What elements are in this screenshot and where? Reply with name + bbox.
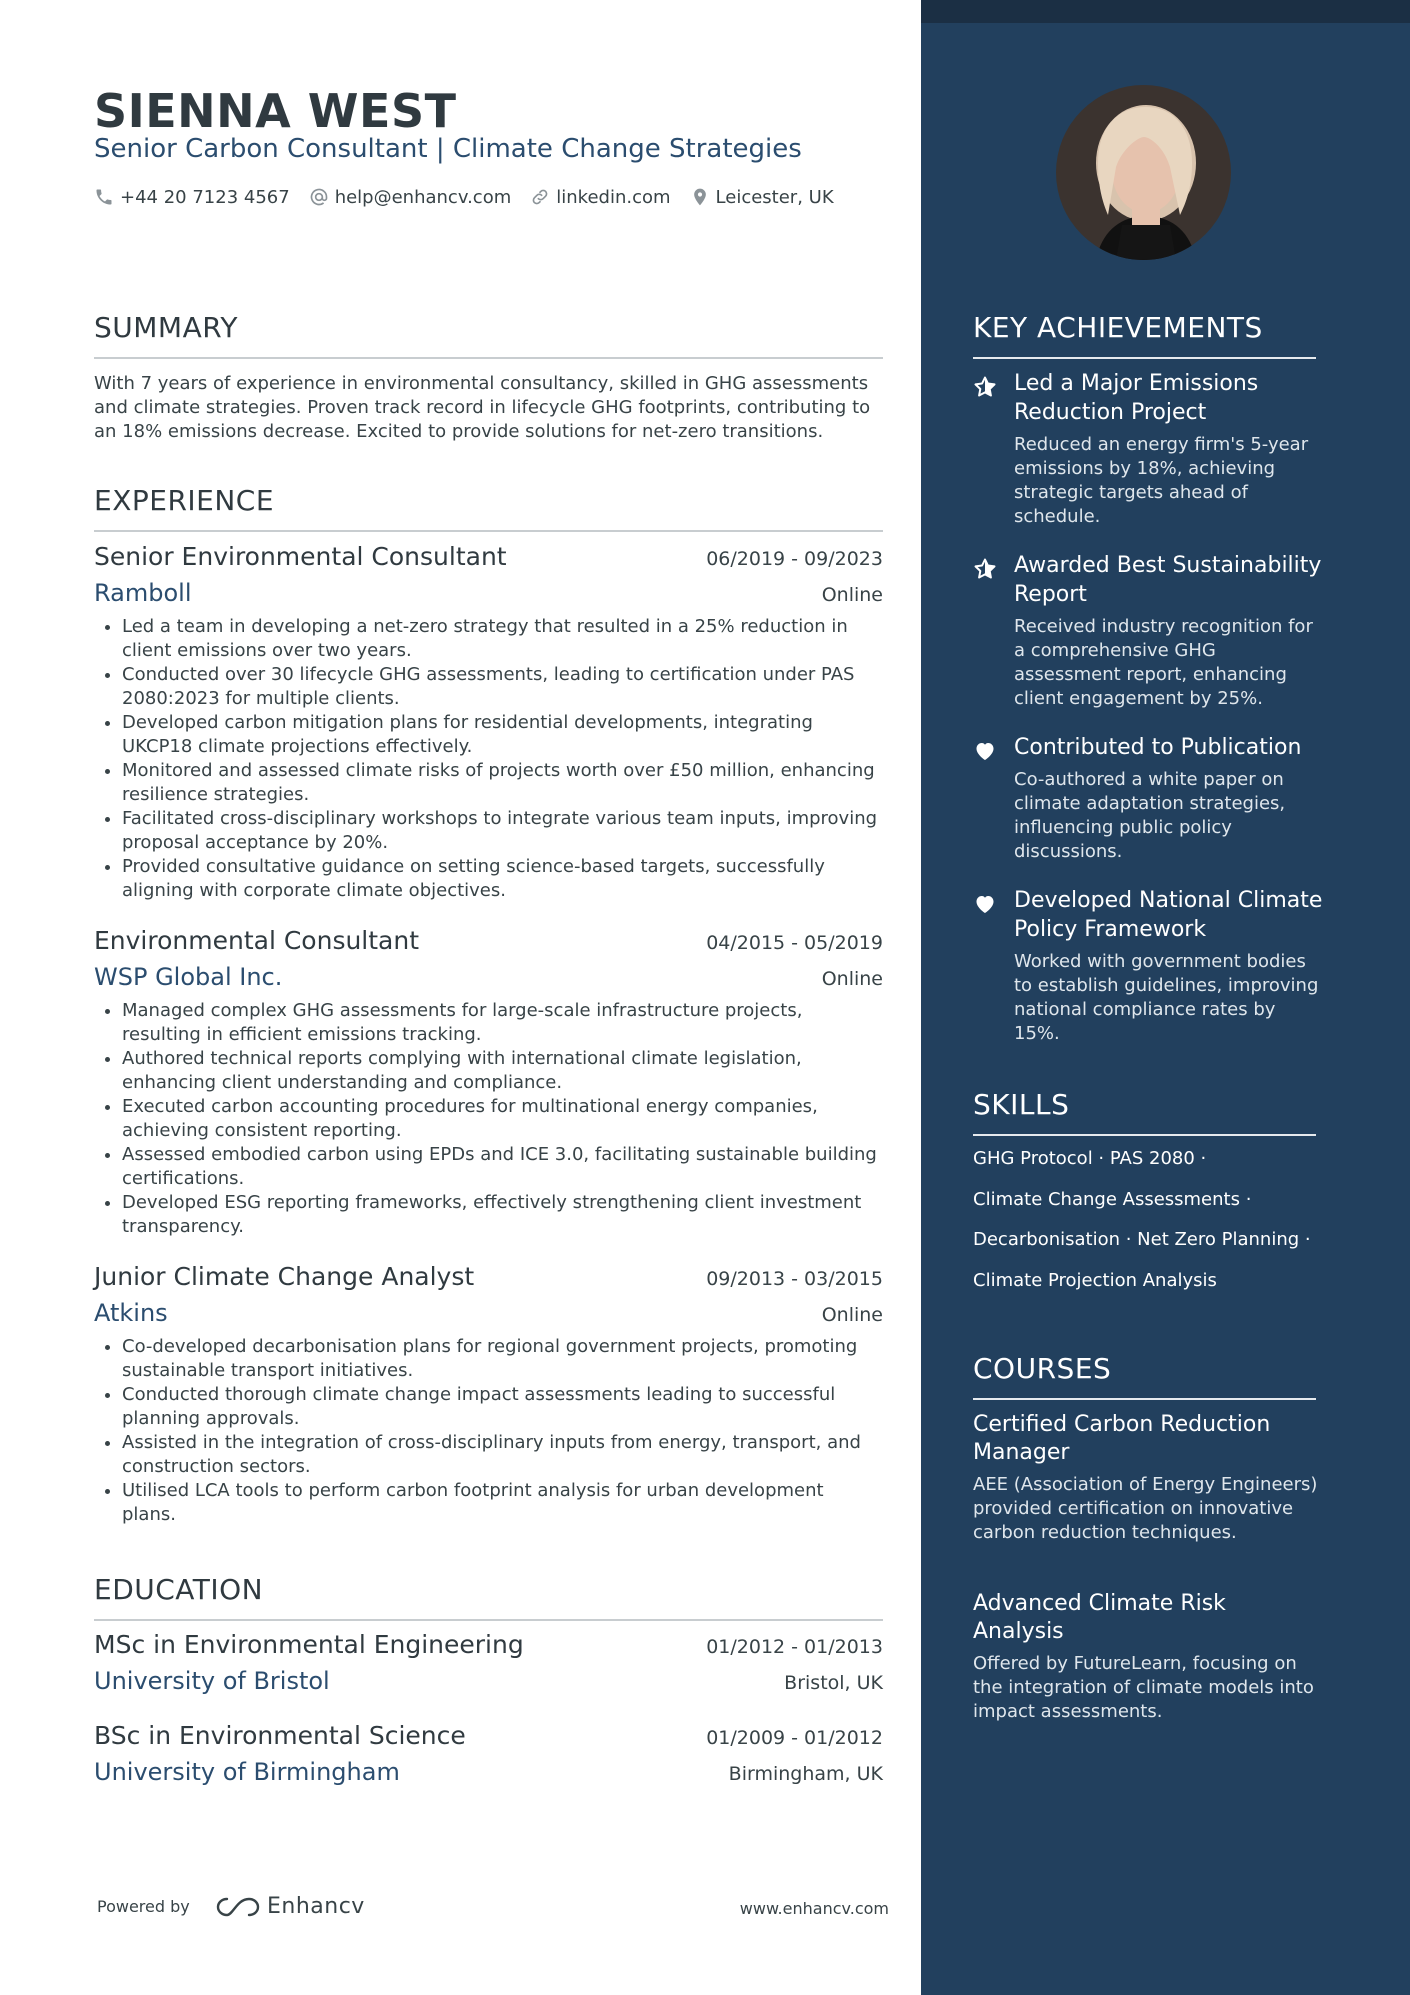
education-dates: 01/2012 - 01/2013 [706, 1636, 883, 1658]
job-company: Ramboll [94, 579, 192, 607]
at-icon [309, 187, 329, 207]
job-bullets [94, 999, 883, 1239]
job-title: Environmental Consultant [94, 926, 420, 955]
star-icon [973, 557, 997, 581]
job-bullet: • Conducted thorough climate change impact assessments leading to successful planning approvals. [122, 1383, 883, 1431]
phone-icon [94, 187, 114, 207]
course-desc: Offered by FutureLearn, focusing on the integration of climate models into impact assessments. [973, 1653, 1314, 1722]
education-entry [94, 1721, 883, 1786]
achievement-title: Developed National Climate Policy Framework [1014, 888, 1323, 942]
sidebar-top-band [921, 0, 1410, 23]
education-degree: BSc in Environmental Science [94, 1721, 466, 1750]
link-icon [530, 187, 550, 207]
achievement-title: Contributed to Publication [1014, 735, 1302, 760]
job-company: WSP Global Inc. [94, 963, 283, 991]
course-title: Advanced Climate Risk Analysis [973, 1591, 1226, 1644]
job-bullets [94, 1335, 883, 1527]
job-entry [94, 1262, 883, 1527]
job-bullet: • Provided consultative guidance on setting science-based targets, successfully aligning with corporate climate objectives. [122, 855, 883, 903]
achievement-title: Awarded Best Sustainability Report [1014, 553, 1322, 607]
heart-icon [973, 739, 997, 763]
experience-divider [94, 530, 883, 532]
job-bullet: • Executed carbon accounting procedures for multinational energy companies, achieving consistent reporting. [122, 1095, 883, 1143]
avatar-photo [1056, 85, 1231, 260]
location-text: Leicester, UK [715, 186, 834, 208]
education-location: Birmingham, UK [728, 1763, 883, 1785]
courses-divider [973, 1398, 1316, 1400]
job-entry [94, 542, 883, 903]
job-dates: 09/2013 - 03/2015 [706, 1268, 883, 1290]
star-icon [973, 375, 997, 399]
skills-heading: SKILLS [973, 1088, 1070, 1121]
candidate-name: SIENNA WEST [94, 84, 457, 138]
achievement-desc: Reduced an energy firm's 5-year emissions by 18%, achieving strategic targets ahead of schedule. [1014, 434, 1309, 527]
enhancv-logo-icon [215, 1895, 261, 1919]
achievement-desc: Received industry recognition for a comprehensive GHG assessment report, enhancing client engagement by 25%. [1014, 616, 1313, 709]
skill-line: GHG Protocol · PAS 2080 · [973, 1148, 1207, 1169]
job-bullets [94, 615, 883, 903]
experience-heading: EXPERIENCE [94, 484, 275, 517]
skill-line: Climate Projection Analysis [973, 1270, 1217, 1291]
course-desc: AEE (Association of Energy Engineers) provided certification on innovative carbon reduction techniques. [973, 1474, 1318, 1543]
job-company: Atkins [94, 1299, 168, 1327]
education-degree: MSc in Environmental Engineering [94, 1630, 524, 1659]
job-bullet: • Developed ESG reporting frameworks, effectively strengthening client investment transparency. [122, 1191, 883, 1239]
education-school: University of Birmingham [94, 1758, 400, 1786]
job-location: Online [821, 584, 883, 606]
location-pin-icon [690, 187, 710, 207]
linkedin-text: linkedin.com [556, 186, 671, 208]
education-heading: EDUCATION [94, 1573, 264, 1606]
email-text: help@enhancv.com [334, 186, 512, 208]
courses-heading: COURSES [973, 1352, 1112, 1385]
achievement-item [973, 886, 1323, 1046]
job-entry [94, 926, 883, 1239]
contact-email[interactable] [309, 187, 512, 208]
contact-bar [94, 184, 853, 210]
education-school: University of Bristol [94, 1667, 330, 1695]
summary-divider [94, 357, 883, 359]
job-bullet: • Co-developed decarbonisation plans for regional government projects, promoting sustainable transport initiatives. [122, 1335, 883, 1383]
job-dates: 06/2019 - 09/2023 [706, 548, 883, 570]
job-bullet: • Facilitated cross-disciplinary workshops to integrate various team inputs, improving proposal acceptance by 20%. [122, 807, 883, 855]
enhancv-logo[interactable] [215, 1894, 365, 1919]
job-bullet: • Monitored and assessed climate risks of projects worth over £50 million, enhancing resilience strategies. [122, 759, 883, 807]
powered-by-label: Powered by [97, 1897, 190, 1916]
job-bullet: • Developed carbon mitigation plans for residential developments, integrating UKCP18 climate projections effectively. [122, 711, 883, 759]
job-bullet: • Managed complex GHG assessments for large-scale infrastructure projects, resulting in efficient emissions tracking. [122, 999, 883, 1047]
course-item [973, 1590, 1323, 1724]
job-location: Online [821, 968, 883, 990]
footer-url[interactable]: www.enhancv.com [739, 1899, 889, 1918]
avatar [1056, 85, 1231, 260]
contact-location [690, 187, 834, 208]
summary-heading: SUMMARY [94, 311, 239, 344]
contact-phone[interactable] [94, 187, 290, 208]
achievement-desc: Worked with government bodies to establish guidelines, improving national compliance rates by 15%. [1014, 951, 1319, 1044]
job-bullet: • Assisted in the integration of cross-disciplinary inputs from energy, transport, and construction sectors. [122, 1431, 883, 1479]
summary-text: With 7 years of experience in environmental consultancy, skilled in GHG assessments and climate strategies. Proven track record in lifecycle GHG footprints, contributing to an 18% emissions decrease. Excited to provide solutions for net-zero transitions. [94, 373, 871, 442]
job-dates: 04/2015 - 05/2019 [706, 932, 883, 954]
achievement-item [973, 369, 1323, 529]
job-bullet: • Led a team in developing a net-zero strategy that resulted in a 25% reduction in client emissions over two years. [122, 615, 883, 663]
course-item [973, 1411, 1323, 1545]
skill-line: Decarbonisation · Net Zero Planning · [973, 1229, 1311, 1250]
skills-divider [973, 1134, 1316, 1136]
achievements-divider [973, 357, 1316, 359]
candidate-headline: Senior Carbon Consultant | Climate Change Strategies [94, 134, 802, 164]
course-title: Certified Carbon Reduction Manager [973, 1412, 1271, 1465]
achievements-heading: KEY ACHIEVEMENTS [973, 311, 1263, 344]
sidebar [921, 0, 1410, 1995]
achievement-desc: Co-authored a white paper on climate adaptation strategies, influencing public policy discussions. [1014, 769, 1286, 862]
heart-icon [973, 892, 997, 916]
job-bullet: • Authored technical reports complying with international climate legislation, enhancing client understanding and compliance. [122, 1047, 883, 1095]
education-entry [94, 1630, 883, 1695]
education-dates: 01/2009 - 01/2012 [706, 1727, 883, 1749]
achievement-item [973, 733, 1323, 864]
job-title: Junior Climate Change Analyst [94, 1262, 475, 1291]
contact-linkedin[interactable] [530, 187, 670, 208]
job-location: Online [821, 1304, 883, 1326]
achievement-item [973, 551, 1323, 711]
skill-line: Climate Change Assessments · [973, 1189, 1252, 1210]
education-location: Bristol, UK [784, 1672, 883, 1694]
job-bullet: • Conducted over 30 lifecycle GHG assessments, leading to certification under PAS 2080:2023 for multiple clients. [122, 663, 883, 711]
enhancv-logo-text: Enhancv [267, 1894, 365, 1919]
job-bullet: • Assessed embodied carbon using EPDs and ICE 3.0, facilitating sustainable building certifications. [122, 1143, 883, 1191]
job-title: Senior Environmental Consultant [94, 542, 507, 571]
achievement-title: Led a Major Emissions Reduction Project [1014, 371, 1259, 425]
phone-text: +44 20 7123 4567 [120, 186, 290, 208]
education-divider [94, 1619, 883, 1621]
job-bullet: • Utilised LCA tools to perform carbon footprint analysis for urban development plans. [122, 1479, 883, 1527]
